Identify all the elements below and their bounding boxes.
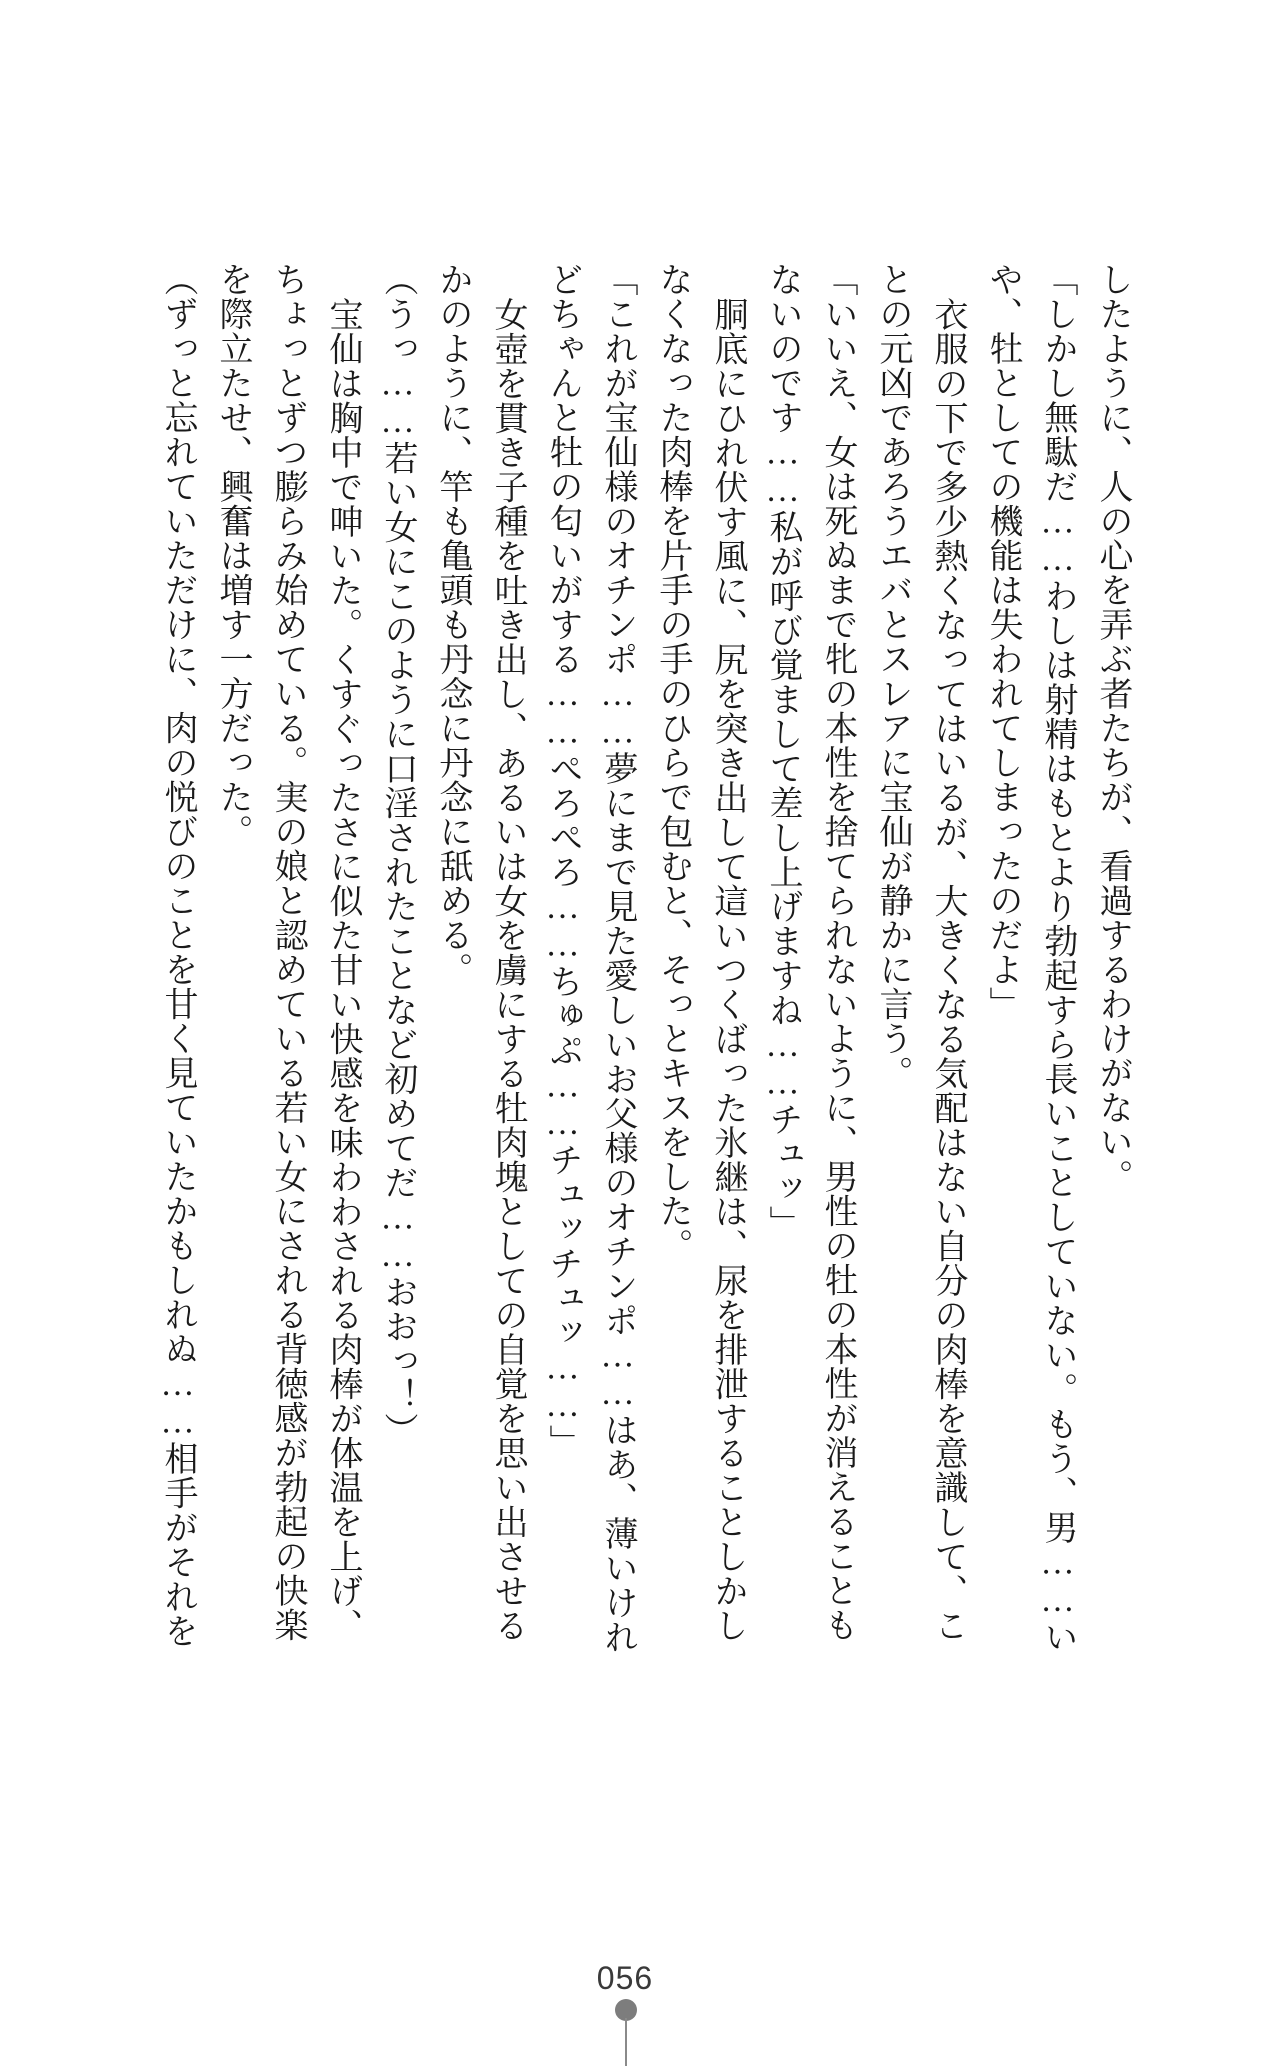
text-column: 宝仙は胸中で呻いた。くすぐったさに似た甘い快感を味わわされる肉棒が体温を上げ、 [324, 297, 361, 1643]
text-column: なくなった肉棒を片手の手のひらで包むと、そっとキスをした。 [654, 262, 691, 1263]
text-column: を際立たせ、興奮は増す一方だった。 [214, 262, 251, 849]
text-column: ないのです……私が呼び覚まして差し上げますね……チュッ」 [764, 262, 801, 1240]
text-column: どちゃんと牡の匂いがする……ぺろぺろ……ちゅぷ……チュッチュッ……」 [544, 262, 581, 1459]
text-column: 「これが宝仙様のオチンポ……夢にまで見た愛しいお父様のオチンポ……はあ、薄いけれ [599, 262, 636, 1654]
text-column: 胴底にひれ伏す風に、尻を突き出して這いつくばった氷継は、尿を排泄することしかし [709, 297, 746, 1643]
footer-line-marker [625, 2018, 627, 2066]
body-text-block [150, 262, 1140, 1658]
text-column: 女壺を貫き子種を吐き出し、あるいは女を虜にする牡肉塊としての自覚を思い出させる [489, 297, 526, 1643]
text-column: 衣服の下で多少熱くなってはいるが、大きくなる気配はない自分の肉棒を意識して、こ [929, 297, 966, 1643]
text-column: 「いいえ、女は死ぬまで牝の本性を捨てられないように、男性の牡の本性が消えることも [819, 262, 856, 1642]
text-column: （ずっと忘れていただけに、肉の悦びのことを甘く見ていたかもしれぬ……相手がそれを [159, 262, 196, 1648]
text-column: との元凶であろうエバとスレアに宝仙が静かに言う。 [874, 262, 911, 1090]
text-column: や、牡としての機能は失われてしまったのだよ」 [984, 262, 1021, 1021]
text-column: （うっ……若い女にこのように口淫されたことなど初めてだ……おおっ！） [379, 262, 416, 1447]
text-column: 「しかし無駄だ……わしは射精はもとより勃起すら長いことしていない。もう、男……い [1039, 262, 1076, 1654]
page-number: 056 [596, 1960, 654, 1996]
text-column: かのように、竿も亀頭も丹念に丹念に舐める。 [434, 262, 471, 987]
text-column: ちょっとずつ膨らみ始めている。実の娘と認めている若い女にされる背徳感が勃起の快楽 [269, 262, 306, 1642]
text-column: したように、人の心を弄ぶ者たちが、看過するわけがない。 [1094, 262, 1131, 1194]
